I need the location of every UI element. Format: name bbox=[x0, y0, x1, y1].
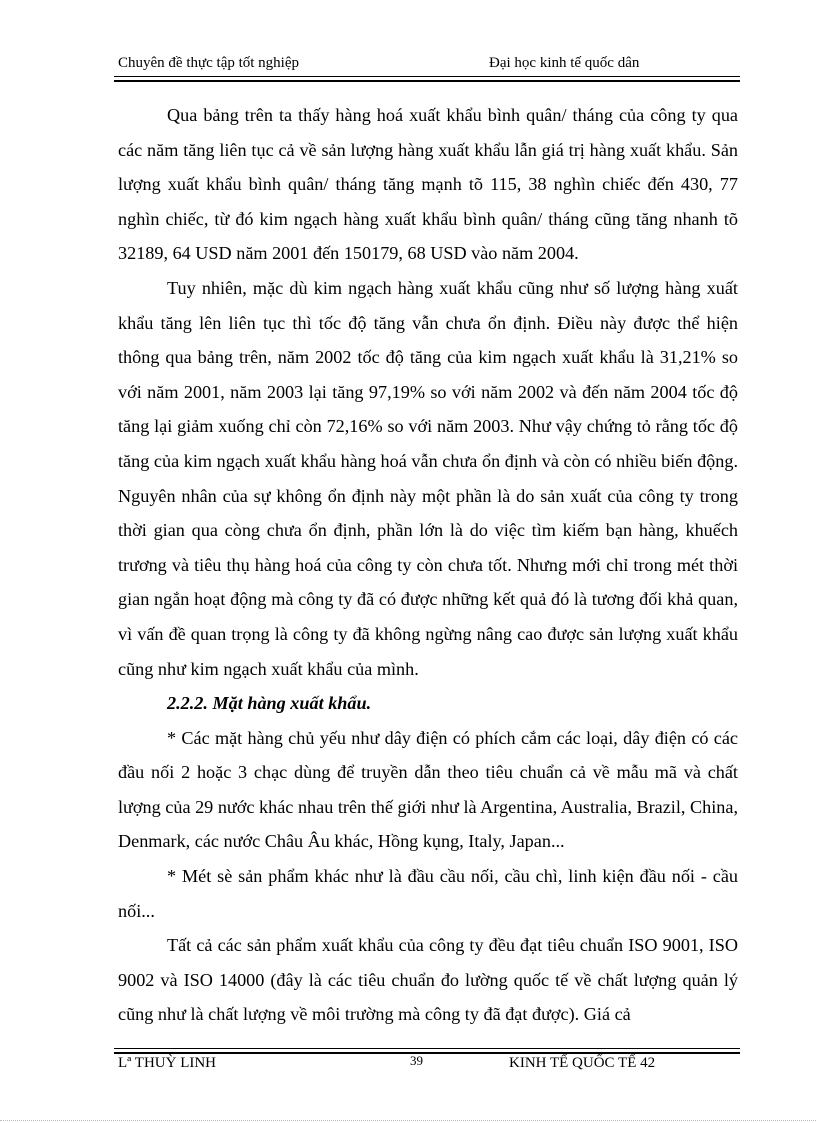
page-header bbox=[118, 52, 740, 74]
section-number: 2.2.2. bbox=[167, 693, 208, 714]
page-footer bbox=[118, 1052, 740, 1074]
page-bottom-edge bbox=[0, 1120, 816, 1121]
header-divider bbox=[114, 76, 740, 82]
footer-author: Lª THUỲ LINH bbox=[118, 1055, 217, 1071]
paragraph-1: Qua bảng trên ta thấy hàng hoá xuất khẩu bình quân/ tháng của công ty qua các năm tăng liên tục cả về sản lượng hàng xuất khẩu lẫn giá trị hàng xuất khẩu. Sản lượng xuất khẩu bình quân/ tháng tăng mạnh tõ 115, 38 nghìn chiếc đến 430, 77 nghìn chiếc, từ đó kim ngạch hàng xuất khẩu bình quân/ tháng cũng tăng nhanh tõ 32189, 64 USD năm 2001 đến 150179, 68 USD vào năm 2004. bbox=[118, 105, 738, 264]
paragraph-3: * Các mặt hàng chủ yếu như dây điện có phích cắm các loại, dây điện có các đầu nối 2 hoặc 3 chạc dùng để truyền dẫn theo tiêu chuẩn cả về mẫu mã và chất lượng của 29 nước khác nhau trên thế giới như là Argentina, Australia, Brazil, China, Denmark, các nước Châu Âu khác, Hồng kụng, Italy, Japan... bbox=[118, 727, 738, 852]
paragraph-5: Tất cả các sản phẩm xuất khẩu của công ty đều đạt tiêu chuẩn ISO 9001, ISO 9002 và ISO 14000 (đây là các tiêu chuẩn đo lường quốc tế về chất lượng quản lý cũng như là chất lượng về môi trường mà công ty đã đạt được). Giá cả bbox=[118, 935, 738, 1025]
header-university-label: Đại học kinh tế quốc dân bbox=[489, 55, 640, 71]
header-thesis-label: Chuyên đề thực tập tốt nghiệp bbox=[118, 55, 300, 71]
section-heading bbox=[118, 686, 738, 721]
paragraph-2: Tuy nhiên, mặc dù kim ngạch hàng xuất khẩu cũng như số lượng hàng xuất khẩu tăng lên liên tục thì tốc độ tăng vẫn chưa ổn định. Điều này được thể hiện thông qua bảng trên, năm 2002 tốc độ tăng của kim ngạch xuất khẩu là 31,21% so với năm 2001, năm 2003 lại tăng 97,19% so với năm 2002 và đến năm 2004 tốc độ tăng lại giảm xuống chỉ còn 72,16% so với năm 2003. Như vậy chứng tỏ rằng tốc độ tăng của kim ngạch xuất khẩu hàng hoá vẫn chưa ổn định và còn có nhiều biến động. Nguyên nhân của sự không ổn định này một phần là do sản xuất của công ty trong thời gian qua còng chưa ổn định, phần lớn là do việc tìm kiếm bạn hàng, khuếch trương và tiêu thụ hàng hoá của công ty còn chưa tốt. Nhưng mới chỉ trong mét thời gian ngắn hoạt động mà công ty đã có được những kết quả đó là tương đối khả quan, vì vấn đề quan trọng là công ty đã không ngừng nâng cao được sản lượng xuất khẩu cũng như kim ngạch xuất khẩu của mình. bbox=[118, 277, 738, 679]
footer-class: KINH TẾ QUỐC TẾ 42 bbox=[509, 1055, 656, 1071]
section-title: Mặt hàng xuất khẩu. bbox=[212, 693, 372, 714]
paragraph-4: * Mét sè sản phẩm khác như là đầu cầu nối, cầu chì, linh kiện đầu nối - cầu nối... bbox=[118, 866, 738, 921]
page-number: 39 bbox=[410, 1053, 423, 1068]
document-body bbox=[118, 98, 738, 1032]
